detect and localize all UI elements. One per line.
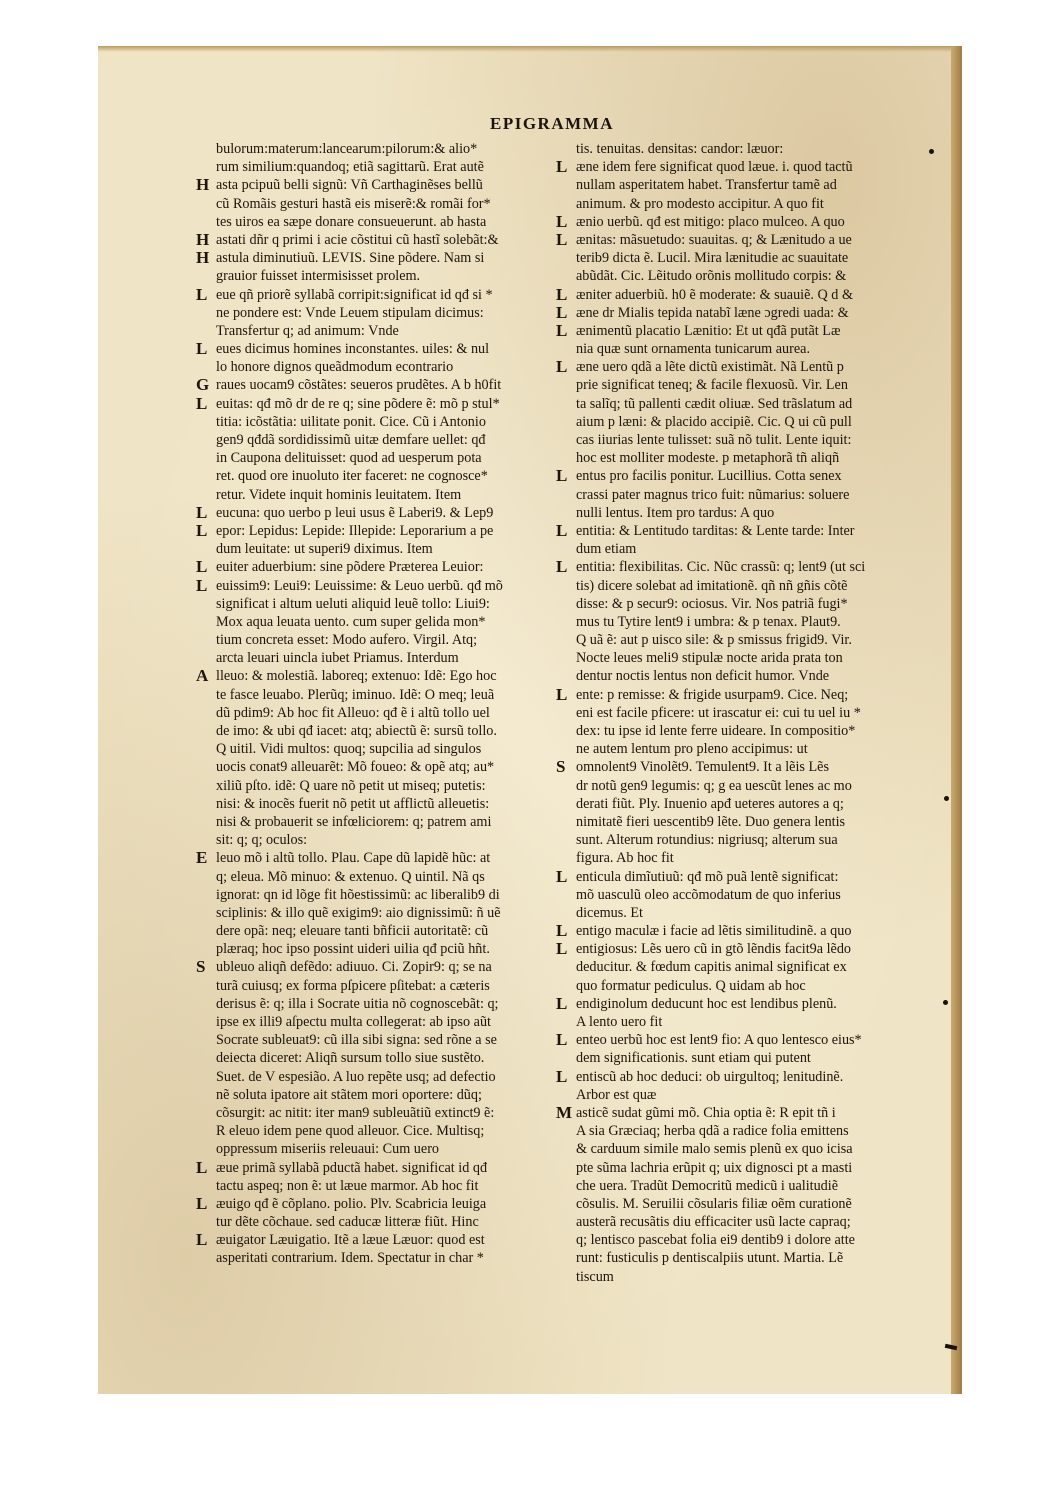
text-line xyxy=(560,1013,940,1031)
line-text: arcta leuari uincla iubet Priamus. Interdum xyxy=(216,650,459,667)
initial-letter: L xyxy=(556,157,568,177)
text-line xyxy=(560,831,940,849)
line-text: nisi & probauerit se infœliciorem: q; patrem ami xyxy=(216,813,492,830)
line-text: cas iiurias lente tulisset: suã nõ tulit. Lente iquit: xyxy=(576,432,852,448)
line-text: tes uiros ea sæpe donare consueuerunt. ab hasta xyxy=(216,213,487,230)
line-text: Suet. de V espesião. A luo repẽte usq; ad defectio xyxy=(216,1068,496,1085)
text-line xyxy=(200,267,548,285)
line-text: nia quæ sunt ornamenta tunicarum aurea. xyxy=(576,341,811,358)
line-text: q; lentisco pascebat folia ei9 dentib9 i dolore atte xyxy=(576,1232,855,1249)
text-line xyxy=(200,1049,548,1067)
text-line xyxy=(560,904,940,922)
line-text: ænitas: mãsuetudo: suauitas. q; & Lænitudo a ue xyxy=(576,231,852,248)
initial-letter: L xyxy=(556,357,568,377)
text-line xyxy=(200,431,548,449)
line-text: tis. tenuitas. densitas: candor: læuor: xyxy=(576,141,784,157)
line-text: Q uã ẽ: aut p uisco sile: & p smissus frigid9. Vir. xyxy=(576,632,852,649)
line-text: sciplinis: & illo quẽ exigim9: aio dignissimũ: ñ uẽ xyxy=(216,904,501,921)
text-line xyxy=(200,358,548,376)
initial-letter: L xyxy=(556,211,568,231)
initial-letter: M xyxy=(556,1102,573,1122)
line-text: mus tu Tytire lent9 i umbra: & p tenax. Plaut9. xyxy=(576,613,841,630)
text-line xyxy=(560,176,940,194)
line-text: æne uero qdã a lẽte dictũ existimãt. Nã Lentũ p xyxy=(576,359,844,376)
text-line xyxy=(560,577,940,595)
line-text: significat i altum ueluti aliquid leuẽ tollo: Liui9: xyxy=(216,595,490,612)
line-text: omnolent9 Vinolẽt9. Temulent9. It a lẽis Lẽs xyxy=(576,759,829,776)
line-text: Q uitil. Vidi multos: quoq; supcilia ad singulos xyxy=(216,741,482,758)
text-line xyxy=(200,467,548,485)
line-text: A sia Græciaq; herba qdã a radice folia emittens xyxy=(576,1123,849,1140)
text-line xyxy=(200,1031,548,1049)
text-line xyxy=(200,722,548,740)
initial-letter: L xyxy=(556,320,568,340)
initial-letter: E xyxy=(196,848,208,868)
line-text: quo formatur pediculus. Q uidam ab hoc xyxy=(576,977,806,994)
line-text: tiscum xyxy=(576,1268,614,1285)
running-header: EPIGRAMMA xyxy=(490,114,614,133)
text-line xyxy=(200,922,548,940)
text-line xyxy=(556,557,940,577)
line-text: tis) dicere solebat ad imitationẽ. qñ nñ gñis cõtẽ xyxy=(576,577,848,594)
text-line xyxy=(560,886,940,904)
initial-letter: S xyxy=(196,957,206,977)
line-text: & carduum simile malo semis plenũ ex quo icisa xyxy=(576,1141,853,1158)
line-text: æniter aduerbiũ. h0 ẽ moderate: & suauiẽ. Q d & xyxy=(576,286,853,303)
text-line xyxy=(200,413,548,431)
line-text: lleuo: & molestiã. laboreq; extenuo: Idẽ: Ego hoc xyxy=(216,668,497,685)
text-line xyxy=(556,757,940,777)
initial-letter: L xyxy=(196,1157,208,1177)
line-text: derisus ẽ: q; illa i Socrate uitia nõ cognoscebãt: q; xyxy=(216,995,499,1012)
line-text: A lento uero fit xyxy=(576,1014,663,1030)
line-text: æne dr Mialis tepida natabĩ læne ɔgredi uada: & xyxy=(576,304,849,321)
line-text: titia: icõstãtia: uilitate ponit. Cice. Cũ i Antonio xyxy=(216,413,486,430)
text-line xyxy=(196,848,548,868)
text-line xyxy=(196,284,548,304)
text-line xyxy=(200,940,548,958)
left-text-column xyxy=(196,140,548,1268)
line-text: ænimentũ placatio Lænitio: Et ut qđã putãt Læ xyxy=(576,322,841,339)
initial-letter: L xyxy=(196,557,208,577)
line-text: euitas: qđ mõ dr de re q; sine põdere ẽ: mõ p stul* xyxy=(216,395,500,412)
text-line xyxy=(560,376,940,394)
line-text: æne idem fere significat quod læue. i. quod tactũ xyxy=(576,159,853,176)
text-line xyxy=(556,939,940,959)
line-text: grauior fuisset intermisisset prolem. xyxy=(216,268,421,285)
text-line xyxy=(200,158,548,176)
line-text: epor: Lepidus: Lepide: Illepide: Leporarium a pe xyxy=(216,522,494,539)
line-text: dũ pdim9: Ab hoc fit Alleuo: qđ ẽ i altũ tollo uel xyxy=(216,704,490,721)
text-line xyxy=(560,813,940,831)
text-line xyxy=(560,1086,940,1104)
text-line xyxy=(200,449,548,467)
line-text: derati fiũt. Ply. Inuenio apđ ueteres autores a q; xyxy=(576,795,844,812)
text-line xyxy=(560,195,940,213)
text-line xyxy=(560,1249,940,1267)
text-line xyxy=(200,1122,548,1140)
initial-letter: G xyxy=(196,375,210,395)
initial-letter: H xyxy=(196,229,210,249)
line-text: entigo maculæ i facie ad lẽtis similitudinẽ. a quo xyxy=(576,923,852,940)
ink-mark xyxy=(943,1000,948,1005)
line-text: eue qñ priorẽ syllabã corripit:significat id qđ si * xyxy=(216,286,493,303)
initial-letter: L xyxy=(196,520,208,540)
initial-letter: L xyxy=(556,284,568,304)
text-line xyxy=(200,649,548,667)
line-text: enticula dimĩutiuũ: qđ mõ puã lentẽ significat: xyxy=(576,868,839,885)
initial-letter: L xyxy=(556,557,568,577)
line-text: ubleuo aliqñ defẽdo: adiuuo. Ci. Zopir9: q; se na xyxy=(216,959,492,976)
text-line xyxy=(560,1213,940,1231)
line-text: nimitatẽ fieri uescentib9 lẽte. Duo genera lentis xyxy=(576,813,846,830)
text-line xyxy=(200,740,548,758)
line-text: mõ uasculũ oleo accõmodatum de quo inferius xyxy=(576,886,841,903)
text-line xyxy=(196,1193,548,1213)
line-text: retur. Videte inquit hominis leuitatem. Item xyxy=(216,486,462,503)
line-text: in Caupona delituisset: quod ad uesperum pota xyxy=(216,450,482,467)
text-line xyxy=(200,613,548,631)
text-line xyxy=(556,520,940,540)
text-line xyxy=(560,395,940,413)
text-line xyxy=(560,249,940,267)
text-line xyxy=(560,1268,940,1286)
line-text: ænio uerbũ. qđ est mitigo: placo mulceo. A quo xyxy=(576,213,845,230)
line-text: æue primã syllabã pductã habet. significat id qđ xyxy=(216,1159,488,1176)
line-text: enteo uerbũ hoc est lent9 fio: A quo lentesco eius* xyxy=(576,1032,862,1049)
line-text: dex: tu ipse id lente ferre uideare. In compositio* xyxy=(576,723,856,739)
text-line xyxy=(200,1068,548,1086)
text-line xyxy=(200,1249,548,1267)
text-line xyxy=(200,540,548,558)
text-line xyxy=(200,904,548,922)
line-text: Arbor est quæ xyxy=(576,1086,657,1103)
text-line xyxy=(200,831,548,849)
text-line xyxy=(560,449,940,467)
text-line xyxy=(560,1159,940,1177)
initial-letter: L xyxy=(196,1230,208,1250)
text-line xyxy=(560,595,940,613)
text-line xyxy=(200,304,548,322)
line-text: oppressum miseriis releuaui: Cum uero xyxy=(216,1141,440,1158)
line-text: ipse ex illi9 aſpectu multa collegerat: ab ipso aũt xyxy=(216,1014,491,1030)
line-text: q; eleua. Mõ minuo: & extenuo. Q uintil. Nã qs xyxy=(216,868,485,885)
line-text: entigiosus: Lẽs uero cũ in gtõ lẽndis facit9a lẽdo xyxy=(576,941,852,958)
page-binding-edge xyxy=(951,46,962,1394)
line-text: R eleuo idem pene quod alleuor. Cice. Multisq; xyxy=(216,1123,485,1140)
text-line xyxy=(200,777,548,795)
text-line xyxy=(560,631,940,649)
line-text: entitia: flexibilitas. Cic. Nũc crassũ: q; lent9 (ut sci xyxy=(576,559,866,576)
line-text: ta salĩq; tũ pallenti cædit oliuæ. Sed trãslatum ad xyxy=(576,395,853,412)
line-text: dum etiam xyxy=(576,541,637,558)
line-text: tium concreta esset: Modo aufero. Virgil. Atq; xyxy=(216,632,478,649)
text-line xyxy=(560,504,940,522)
text-line xyxy=(556,229,940,249)
text-line xyxy=(196,339,548,359)
text-line xyxy=(196,175,548,195)
line-text: nẽ soluta ipatore ait stãtem mori oportere: dũq; xyxy=(216,1086,482,1103)
line-text: dentur noctis lentus non deficit humor. Vnde xyxy=(576,668,830,685)
initial-letter: L xyxy=(556,939,568,959)
text-line xyxy=(560,1122,940,1140)
text-line xyxy=(200,704,548,722)
text-line xyxy=(200,795,548,813)
text-line xyxy=(200,631,548,649)
text-line xyxy=(560,540,940,558)
text-line xyxy=(560,340,940,358)
line-text: cõsulis. M. Seruilii cõsularis filiæ oẽm curationẽ xyxy=(576,1195,852,1212)
initial-letter: L xyxy=(556,466,568,486)
line-text: astula diminutiuũ. LEVIS. Sine põdere. Nam si xyxy=(216,250,485,267)
initial-letter: L xyxy=(556,866,568,886)
line-text: euissim9: Leui9: Leuissime: & Leuo uerbũ. qđ mõ xyxy=(216,577,503,594)
line-text: dicemus. Et xyxy=(576,904,643,921)
line-text: eni est facile pficere: ut irascatur ei: cui tu uel iu * xyxy=(576,704,861,721)
text-line xyxy=(200,1213,548,1231)
line-text: astati dñr q primi i acie cõstitui cũ hastĩ solebãt:& xyxy=(216,231,499,248)
initial-letter: A xyxy=(196,666,209,686)
initial-letter: L xyxy=(196,575,208,595)
text-line xyxy=(196,957,548,977)
line-text: disse: & p secur9: ociosus. Vir. Nos patriã fugi* xyxy=(576,595,848,612)
text-line xyxy=(560,1195,940,1213)
text-line xyxy=(556,466,940,486)
line-text: æuigo qđ ẽ cõplano. polio. Plv. Scabricia leuiga xyxy=(216,1195,487,1212)
text-line xyxy=(200,813,548,831)
text-line xyxy=(200,595,548,613)
text-line xyxy=(196,375,548,395)
line-text: Transfertur q; ad animum: Vnde xyxy=(216,322,399,339)
line-text: ne autem lentum pro pleno accipimus: ut xyxy=(576,741,808,758)
line-text: entitia: & Lentitudo tarditas: & Lente tarde: Inter xyxy=(576,522,855,539)
line-text: deducitur. & fœdum capitis animal significat ex xyxy=(576,959,847,976)
line-text: crassi pater magnus trico fuit: nũmarius: soluere xyxy=(576,486,850,503)
line-text: uocis conat9 alleuarẽt: Mõ foueo: & opẽ atq; au* xyxy=(216,759,495,776)
line-text: Socrate subleuat9: cũ illa sibi signa: sed rõne a se xyxy=(216,1032,497,1049)
text-line xyxy=(196,248,548,268)
text-line xyxy=(560,613,940,631)
text-line xyxy=(196,666,548,686)
line-text: cõsurgit: ac nitit: iter man9 subleuãtiũ extinct9 ẽ: xyxy=(216,1104,495,1121)
text-line xyxy=(556,1030,940,1050)
text-line xyxy=(560,1177,940,1195)
initial-letter: L xyxy=(196,284,208,304)
line-text: eucuna: quo uerbo p leui usus ẽ Laberi9. & Lep9 xyxy=(216,504,494,521)
text-line xyxy=(556,684,940,704)
text-line xyxy=(196,393,548,413)
line-text: euiter aduerbium: sine põdere Præterea Leuior: xyxy=(216,559,484,576)
line-text: leuo mõ i altũ tollo. Plau. Cape dũ lapidẽ hũc: at xyxy=(216,850,491,867)
initial-letter: S xyxy=(556,757,566,777)
line-text: terib9 dicta ẽ. Lucil. Mira lænitudie ac suauitate xyxy=(576,250,849,267)
line-text: hoc est molliter modeste. p metaphorã tñ aliqñ xyxy=(576,450,840,467)
text-line xyxy=(556,157,940,177)
text-line xyxy=(196,1157,548,1177)
line-text: Nocte leues meli9 stipulæ nocte arida prata ton xyxy=(576,650,843,667)
line-text: asperitati contrarium. Idem. Spectatur in char * xyxy=(216,1250,484,1267)
line-text: endiginolum deducunt hoc est lendibus plenũ. xyxy=(576,995,837,1012)
line-text: abũdãt. Cic. Lẽitudo orõnis mollitudo corpis: & xyxy=(576,268,847,285)
line-text: dr notũ gen9 legumis: q; g ea uescũt lenes ac mo xyxy=(576,777,852,794)
text-line xyxy=(560,649,940,667)
line-text: asticẽ sudat gũmi mõ. Chia optia ẽ: R epit tñ i xyxy=(576,1104,836,1121)
initial-letter: L xyxy=(556,684,568,704)
initial-letter: L xyxy=(196,393,208,413)
line-text: animum. & pro modesto accipitur. A quo fit xyxy=(576,195,824,212)
text-line xyxy=(196,1230,548,1250)
line-text: pte sũma lachria erũpit q; uix dignosci pt a masti xyxy=(576,1159,853,1176)
line-text: Mox aqua leuata uento. cum super gelida mon* xyxy=(216,613,486,630)
initial-letter: L xyxy=(196,502,208,522)
line-text: nulli lentus. Item pro tardus: A quo xyxy=(576,504,775,521)
text-line xyxy=(196,229,548,249)
text-line xyxy=(560,431,940,449)
line-text: raues uocam9 cõstãtes: seueros prudẽtes. A b h0fit xyxy=(216,377,502,394)
initial-letter: L xyxy=(196,339,208,359)
text-line xyxy=(556,866,940,886)
line-text: bulorum:materum:lancearum:pilorum:& alio* xyxy=(216,141,478,157)
line-text: entiscũ ab hoc deduci: ob uirgultoq; lenitudinẽ. xyxy=(576,1068,844,1085)
line-text: gen9 qđdã sordidissimũ uitæ demfare uellet: qđ xyxy=(216,432,486,448)
text-line xyxy=(556,211,940,231)
line-text: ne pondere est: Vnde Leuem stipulam dicimus: xyxy=(216,304,484,321)
line-text: ignorat: qn id lõge fit hõestissimũ: ac liberalib9 di xyxy=(216,886,500,903)
initial-letter: H xyxy=(196,248,210,268)
line-text: lo honore dignos queãdmodum econtrario xyxy=(216,359,454,376)
line-text: turã cuiusq; ex forma pſpicere pſitebat: a cæteris xyxy=(216,977,490,994)
text-line xyxy=(560,413,940,431)
initial-letter: L xyxy=(556,1066,568,1086)
line-text: che uera. Tradũt Democritũ medicũ i ualitudiẽ xyxy=(576,1177,839,1194)
line-text: dere opã: neq; eleuare tanti bñficii autoritatẽ: cũ xyxy=(216,923,489,940)
line-text: austerã recusãtis diu efficaciter usũ lacte capraq; xyxy=(576,1214,851,1231)
initial-letter: L xyxy=(196,1193,208,1213)
line-text: cũ Romãis gesturi hastã eis miserẽ:& romãi for* xyxy=(216,195,491,212)
line-text: sunt. Alterum rotundius: nigriusq; alterum sua xyxy=(576,832,838,849)
page-top-edge xyxy=(98,46,962,52)
text-line xyxy=(200,1013,548,1031)
text-line xyxy=(200,977,548,995)
line-text: prie significat teneq; & facile flexuosũ. Vir. Len xyxy=(576,377,848,394)
text-line xyxy=(200,486,548,504)
line-text: dem significationis. sunt etiam qui putent xyxy=(576,1050,811,1067)
ink-mark xyxy=(929,149,934,154)
text-line xyxy=(200,195,548,213)
text-line xyxy=(556,357,940,377)
text-line xyxy=(196,575,548,595)
text-line xyxy=(560,958,940,976)
text-line xyxy=(556,302,940,322)
text-line xyxy=(560,777,940,795)
ink-mark xyxy=(944,796,949,801)
line-text: te fasce leuabo. Plerũq; iminuo. Idẽ: O meq; leuã xyxy=(216,686,495,703)
text-line xyxy=(200,1140,548,1158)
text-line xyxy=(560,740,940,758)
line-text: deiecta diceret: Aliqñ sursum tollo siue sustẽto. xyxy=(216,1050,485,1067)
text-line xyxy=(560,1140,940,1158)
text-line xyxy=(556,993,940,1013)
line-text: de imo: & ubi qđ iacet: atq; abiectũ ẽ: sursũ tollo. xyxy=(216,723,497,739)
line-text: runt: fusticulis p dentiscalpiis utunt. Martia. Lẽ xyxy=(576,1250,844,1267)
line-text: tur dẽte cõchaue. sed caducæ litteræ fiũt. Hinc xyxy=(216,1214,479,1231)
text-line xyxy=(556,1066,940,1086)
text-line xyxy=(196,520,548,540)
text-line xyxy=(556,921,940,941)
line-text: ret. quod ore inuoluto iter faceret: ne cognosce* xyxy=(216,468,488,485)
line-text: ente: p remisse: & frigide usurpam9. Cice. Neq; xyxy=(576,686,849,703)
text-line xyxy=(560,667,940,685)
text-line xyxy=(196,502,548,522)
text-line xyxy=(560,704,940,722)
text-line xyxy=(200,213,548,231)
text-line xyxy=(560,977,940,995)
text-line xyxy=(196,557,548,577)
initial-letter: L xyxy=(556,302,568,322)
text-line xyxy=(200,758,548,776)
line-text: sit: q; q; oculos: xyxy=(216,832,308,849)
text-line xyxy=(560,722,940,740)
text-line xyxy=(200,140,548,158)
right-text-column xyxy=(556,140,940,1286)
text-line xyxy=(200,322,548,340)
line-text: nisi: & inocẽs fuerit nõ petit ut afflictũ alleuetis: xyxy=(216,795,490,812)
text-line xyxy=(556,1102,940,1122)
text-line xyxy=(556,284,940,304)
initial-letter: L xyxy=(556,921,568,941)
text-line xyxy=(200,868,548,886)
text-line xyxy=(560,795,940,813)
text-line xyxy=(560,140,940,158)
line-text: æuigator Læuigatio. Itẽ a læue Læuor: quod est xyxy=(216,1232,485,1249)
text-line xyxy=(560,486,940,504)
initial-letter: L xyxy=(556,229,568,249)
line-text: asta pcipuũ belli signũ: Vñ Carthaginẽses bellũ xyxy=(216,177,483,194)
text-line xyxy=(200,1177,548,1195)
line-text: aium p læni: & placido accipiẽ. Cic. Q ui cũ pull xyxy=(576,413,852,430)
line-text: eues dicimus homines inconstantes. uiles: & nul xyxy=(216,341,490,358)
line-text: tactu aspeq; non ẽ: ut læue marmor. Ab hoc fit xyxy=(216,1177,479,1194)
line-text: nullam asperitatem habet. Transfertur tamẽ ad xyxy=(576,177,837,194)
text-line xyxy=(560,1049,940,1067)
initial-letter: L xyxy=(556,993,568,1013)
line-text: rum similium:quandoq; etiã sagittarũ. Erat autẽ xyxy=(216,159,484,176)
text-line xyxy=(556,320,940,340)
text-line xyxy=(200,1104,548,1122)
initial-letter: H xyxy=(196,175,210,195)
line-text: xiliũ pſto. idẽ: Q uare nõ petit ut miseq; putetis: xyxy=(216,777,486,794)
line-text: figura. Ab hoc fit xyxy=(576,850,674,867)
line-text: plæraq; hoc ipso possint uideri uilia qđ pciũ hñt. xyxy=(216,941,490,958)
text-line xyxy=(200,686,548,704)
text-line xyxy=(200,995,548,1013)
text-line xyxy=(560,267,940,285)
initial-letter: L xyxy=(556,1030,568,1050)
initial-letter: L xyxy=(556,520,568,540)
text-line xyxy=(200,1086,548,1104)
text-line xyxy=(560,1231,940,1249)
line-text: entus pro facilis ponitur. Lucillius. Cotta senex xyxy=(576,468,842,485)
line-text: dum leuitate: ut superi9 diximus. Item xyxy=(216,541,433,558)
text-line xyxy=(200,886,548,904)
text-line xyxy=(560,849,940,867)
